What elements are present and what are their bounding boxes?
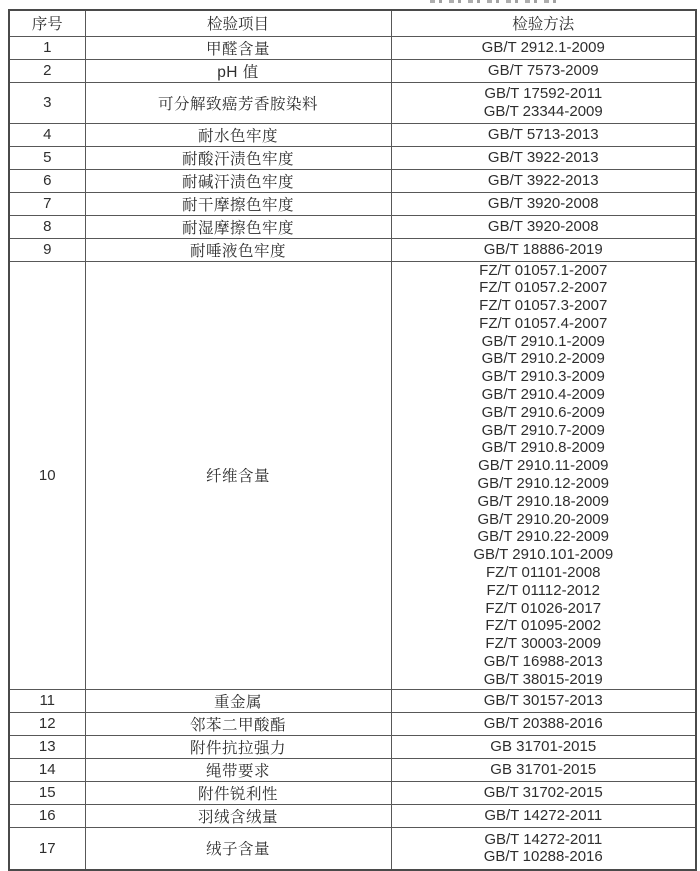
- method-line: GB 31701-2015: [490, 760, 597, 778]
- method-line: GB/T 7573-2009: [487, 61, 599, 79]
- row-number: 2: [9, 59, 85, 82]
- row-methods: [391, 781, 696, 804]
- table-row: [9, 146, 696, 169]
- table-row: [9, 36, 696, 59]
- row-number: 15: [9, 781, 85, 804]
- row-methods: [391, 689, 696, 712]
- method-line: GB/T 17592-2011: [484, 84, 603, 102]
- table-row: [9, 192, 696, 215]
- table-row: [9, 712, 696, 735]
- method-line: GB/T 5713-2013: [487, 125, 599, 143]
- method-line: GB/T 30157-2013: [483, 691, 603, 709]
- method-line: FZ/T 30003-2009: [485, 635, 602, 653]
- row-item: 羽绒含绒量: [85, 804, 391, 827]
- row-methods: [391, 758, 696, 781]
- table-row: [9, 689, 696, 712]
- table-header-row: [9, 10, 696, 36]
- row-item: 耐酸汗渍色牢度: [85, 146, 391, 169]
- row-item: 重金属: [85, 689, 391, 712]
- table-row: [9, 82, 696, 123]
- row-number: 4: [9, 123, 85, 146]
- row-item: 绳带要求: [85, 758, 391, 781]
- method-line: GB/T 2910.20-2009: [477, 510, 609, 528]
- method-line: FZ/T 01112-2012: [486, 581, 600, 599]
- method-line: GB/T 14272-2011: [484, 830, 603, 848]
- row-methods: [391, 215, 696, 238]
- method-line: GB/T 2910.18-2009: [477, 492, 609, 510]
- row-item: 耐干摩擦色牢度: [85, 192, 391, 215]
- method-line: GB/T 3922-2013: [487, 148, 599, 166]
- row-number: 16: [9, 804, 85, 827]
- row-methods: [391, 146, 696, 169]
- method-line: GB/T 2910.8-2009: [481, 439, 605, 457]
- method-line: FZ/T 01095-2002: [485, 617, 602, 635]
- method-line: GB/T 10288-2016: [483, 848, 603, 866]
- table-row: [9, 261, 696, 689]
- row-number: 3: [9, 82, 85, 123]
- row-number: 7: [9, 192, 85, 215]
- table-row: [9, 59, 696, 82]
- method-line: GB/T 31702-2015: [483, 783, 603, 801]
- method-line: GB/T 38015-2019: [483, 670, 603, 688]
- row-number: 12: [9, 712, 85, 735]
- table-header: [9, 10, 696, 36]
- row-item: 可分解致癌芳香胺染料: [85, 82, 391, 123]
- header-inspection-item: 检验项目: [85, 10, 391, 36]
- cut-off-title-fragment: [430, 0, 558, 3]
- row-item: 耐碱汗渍色牢度: [85, 169, 391, 192]
- method-line: FZ/T 01101-2008: [485, 564, 601, 582]
- row-number: 6: [9, 169, 85, 192]
- method-line: FZ/T 01057.2-2007: [479, 279, 608, 297]
- row-item: 附件锐利性: [85, 781, 391, 804]
- table-row: [9, 238, 696, 261]
- row-methods: [391, 192, 696, 215]
- row-methods: [391, 712, 696, 735]
- method-line: FZ/T 01057.4-2007: [479, 314, 608, 332]
- row-number: 1: [9, 36, 85, 59]
- row-methods: [391, 169, 696, 192]
- method-line: GB/T 2910.7-2009: [481, 421, 605, 439]
- method-line: GB/T 3920-2008: [487, 217, 599, 235]
- row-number: 17: [9, 827, 85, 870]
- method-line: GB/T 2910.3-2009: [481, 368, 605, 386]
- method-line: GB 31701-2015: [490, 737, 597, 755]
- method-line: GB/T 23344-2009: [483, 102, 603, 120]
- method-line: GB/T 2910.12-2009: [477, 475, 609, 493]
- row-methods: [391, 735, 696, 758]
- row-item: 纤维含量: [85, 261, 391, 689]
- method-line: GB/T 16988-2013: [483, 653, 603, 671]
- method-line: GB/T 2910.11-2009: [478, 457, 609, 475]
- header-inspection-method: 检验方法: [391, 10, 696, 36]
- row-methods: [391, 261, 696, 689]
- method-line: GB/T 2910.1-2009: [481, 332, 605, 350]
- table-row: [9, 781, 696, 804]
- inspection-methods-table: [8, 9, 697, 871]
- table-row: [9, 123, 696, 146]
- row-methods: [391, 238, 696, 261]
- row-methods: [391, 804, 696, 827]
- method-line: GB/T 2910.101-2009: [473, 546, 614, 564]
- table-row: [9, 169, 696, 192]
- row-methods: [391, 36, 696, 59]
- row-number: 5: [9, 146, 85, 169]
- method-line: GB/T 2910.22-2009: [477, 528, 609, 546]
- table-row: [9, 827, 696, 870]
- row-number: 11: [9, 689, 85, 712]
- method-line: GB/T 14272-2011: [484, 806, 603, 824]
- row-item: 耐水色牢度: [85, 123, 391, 146]
- method-line: GB/T 3920-2008: [487, 194, 599, 212]
- method-line: GB/T 3922-2013: [487, 171, 599, 189]
- method-line: GB/T 2910.6-2009: [481, 403, 605, 421]
- row-number: 9: [9, 238, 85, 261]
- table-row: [9, 758, 696, 781]
- row-item: 绒子含量: [85, 827, 391, 870]
- table-row: [9, 215, 696, 238]
- method-line: GB/T 2910.2-2009: [481, 350, 605, 368]
- method-line: GB/T 18886-2019: [483, 240, 603, 258]
- table-row: [9, 735, 696, 758]
- row-item: 甲醛含量: [85, 36, 391, 59]
- method-line: FZ/T 01026-2017: [485, 599, 602, 617]
- header-serial-number: 序号: [9, 10, 85, 36]
- table-row: [9, 804, 696, 827]
- row-number: 13: [9, 735, 85, 758]
- method-line: FZ/T 01057.1-2007: [479, 261, 608, 279]
- row-methods: [391, 82, 696, 123]
- row-item: 耐唾液色牢度: [85, 238, 391, 261]
- method-line: GB/T 2910.4-2009: [481, 386, 605, 404]
- method-line: GB/T 2912.1-2009: [481, 38, 605, 56]
- row-item: 耐湿摩擦色牢度: [85, 215, 391, 238]
- row-item: pH 值: [85, 59, 391, 82]
- row-item: 附件抗拉强力: [85, 735, 391, 758]
- method-line: FZ/T 01057.3-2007: [479, 297, 608, 315]
- row-item: 邻苯二甲酸酯: [85, 712, 391, 735]
- row-methods: [391, 827, 696, 870]
- row-number: 14: [9, 758, 85, 781]
- row-methods: [391, 123, 696, 146]
- table-body: [9, 36, 696, 870]
- row-number: 10: [9, 261, 85, 689]
- row-number: 8: [9, 215, 85, 238]
- method-line: GB/T 20388-2016: [483, 714, 603, 732]
- row-methods: [391, 59, 696, 82]
